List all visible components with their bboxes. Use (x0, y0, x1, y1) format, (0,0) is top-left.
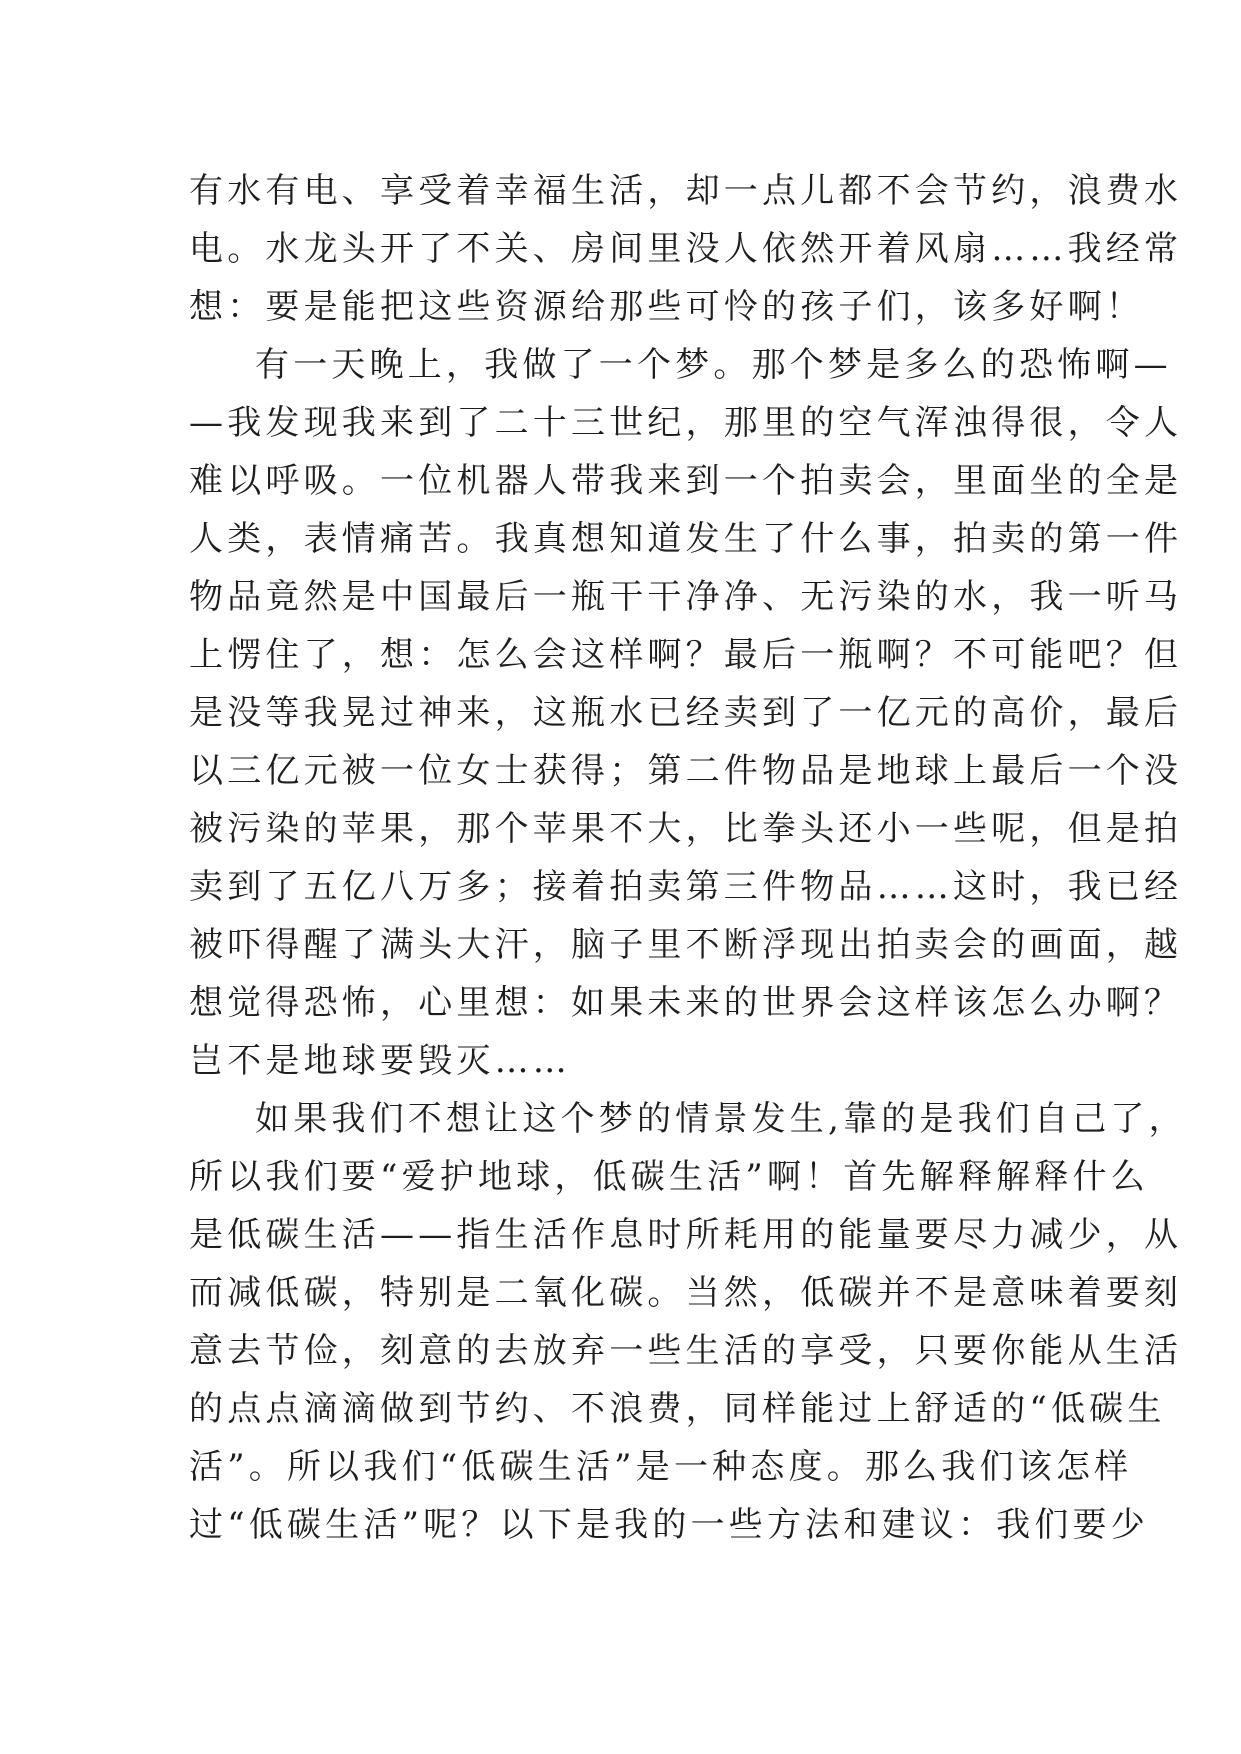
text-line: —我发现我来到了二十三世纪，那里的空气浑浊得很，令人 (189, 403, 1183, 443)
text-line: 人类，表情痛苦。我真想知道发生了什么事，拍卖的第一件 (189, 519, 1183, 559)
text-line: 上愣住了，想：怎么会这样啊？最后一瓶啊？不可能吧？但 (189, 635, 1183, 675)
text-line: 卖到了五亿八万多；接着拍卖第三件物品……这时，我已经 (189, 867, 1183, 907)
text-line: 物品竟然是中国最后一瓶干干净净、无污染的水，我一听马 (189, 577, 1183, 617)
text-line: 电。水龙头开了不关、房间里没人依然开着风扇……我经常 (189, 229, 1183, 269)
text-line: 是低碳生活——指生活作息时所耗用的能量要尽力减少，从 (189, 1215, 1183, 1255)
text-line: 如果我们不想让这个梦的情景发生,靠的是我们自己了， (255, 1099, 1187, 1139)
document-body-text (189, 162, 1187, 1554)
text-line: 活”。所以我们“低碳生活”是一种态度。那么我们该怎样 (189, 1447, 1133, 1487)
text-line: 有一天晚上，我做了一个梦。那个梦是多么的恐怖啊— (255, 345, 1172, 385)
text-line: 难以呼吸。一位机器人带我来到一个拍卖会，里面坐的全是 (189, 461, 1183, 501)
text-line: 有水有电、享受着幸福生活，却一点儿都不会节约，浪费水 (189, 171, 1183, 211)
text-line: 的点点滴滴做到节约、不浪费，同样能过上舒适的“低碳生 (189, 1389, 1166, 1429)
text-line: 所以我们要“爱护地球，低碳生活”啊！首先解释解释什么 (189, 1157, 1149, 1197)
text-line: 想：要是能把这些资源给那些可怜的孩子们，该多好啊！ (189, 287, 1144, 327)
text-line: 意去节俭，刻意的去放弃一些生活的享受，只要你能从生活 (189, 1331, 1183, 1371)
text-line: 是没等我晃过神来，这瓶水已经卖到了一亿元的高价，最后 (189, 693, 1183, 733)
text-line: 而减低碳，特别是二氧化碳。当然，低碳并不是意味着要刻 (189, 1273, 1183, 1313)
text-line: 岂不是地球要毁灭…… (189, 1041, 571, 1081)
text-line: 想觉得恐怖，心里想：如果未来的世界会这样该怎么办啊？ (189, 983, 1183, 1023)
text-line: 以三亿元被一位女士获得；第二件物品是地球上最后一个没 (189, 751, 1183, 791)
text-line: 过“低碳生活”呢？以下是我的一些方法和建议：我们要少 (189, 1505, 1149, 1545)
text-line: 被污染的苹果，那个苹果不大，比拳头还小一些呢，但是拍 (189, 809, 1183, 849)
text-line: 被吓得醒了满头大汗，脑子里不断浮现出拍卖会的画面，越 (189, 925, 1183, 965)
